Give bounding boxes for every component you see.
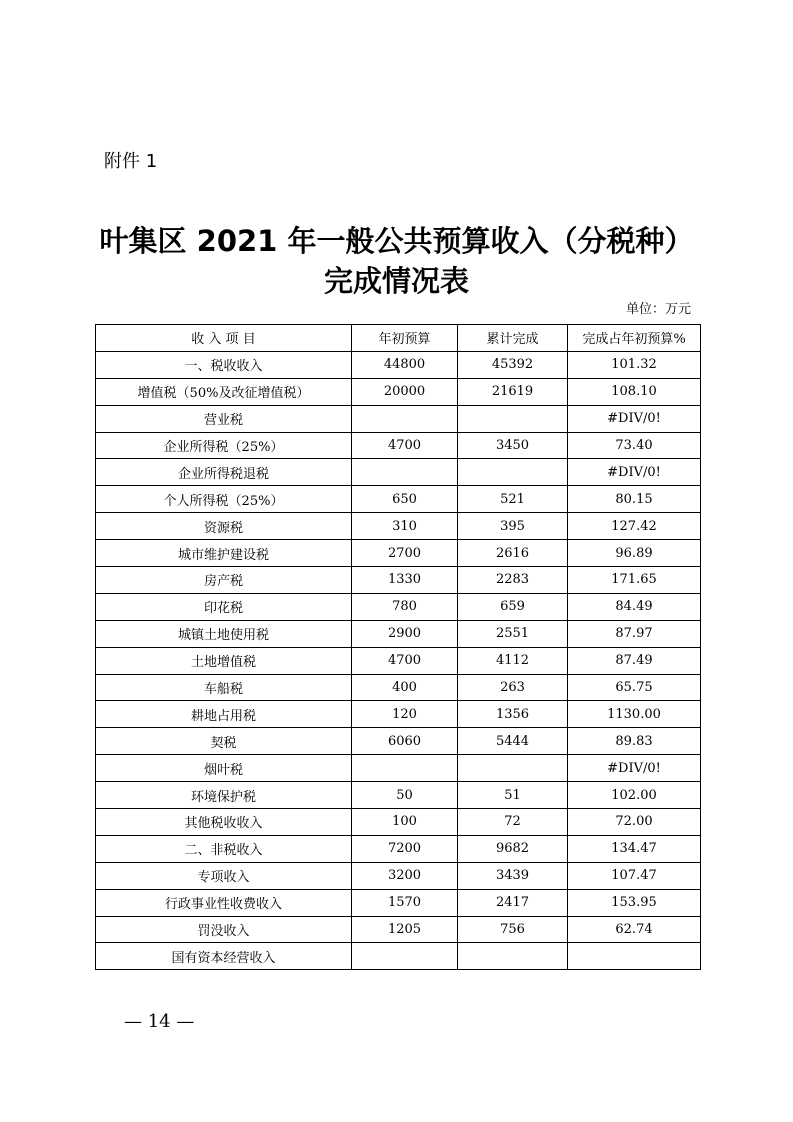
cell-initial-budget: 400 [352,674,458,701]
cell-completion-percent: 65.75 [568,674,701,701]
cell-completion-percent: 107.47 [568,862,701,889]
cell-cumulative-completed: 3439 [458,862,568,889]
document-title-line-2: 完成情况表 [323,264,469,298]
cell-item: 罚没收入 [96,916,352,943]
cell-item: 印花税 [96,593,352,620]
cell-initial-budget: 2900 [352,620,458,647]
table-row [96,916,701,943]
table-row [96,567,701,594]
cell-completion-percent: 153.95 [568,889,701,916]
cell-initial-budget: 7200 [352,835,458,862]
cell-item: 营业税 [96,405,352,432]
header-item: 收 入 项 目 [96,325,352,352]
cell-cumulative-completed: 395 [458,513,568,540]
table-row [96,809,701,836]
cell-item: 国有资本经营收入 [96,943,352,970]
table-row [96,378,701,405]
cell-completion-percent: 87.49 [568,647,701,674]
table-row [96,351,701,378]
table-row [96,943,701,970]
table-row [96,540,701,567]
cell-initial-budget: 780 [352,593,458,620]
cell-completion-percent: 87.97 [568,620,701,647]
cell-initial-budget: 120 [352,701,458,728]
cell-item: 行政事业性收费收入 [96,889,352,916]
cell-completion-percent: 127.42 [568,513,701,540]
cell-completion-percent: 84.49 [568,593,701,620]
table-row [96,459,701,486]
cell-cumulative-completed [458,459,568,486]
cell-item: 土地增值税 [96,647,352,674]
cell-initial-budget [352,405,458,432]
cell-completion-percent: 171.65 [568,567,701,594]
table-row [96,728,701,755]
unit-label: 单位：万元 [625,302,691,317]
cell-item: 专项收入 [96,862,352,889]
cell-completion-percent [568,943,701,970]
cell-initial-budget: 310 [352,513,458,540]
cell-initial-budget: 1330 [352,567,458,594]
table-row [96,755,701,782]
cell-completion-percent: 80.15 [568,486,701,513]
cell-completion-percent: 134.47 [568,835,701,862]
cell-item: 车船税 [96,674,352,701]
cell-initial-budget: 3200 [352,862,458,889]
cell-completion-percent: #DIV/0! [568,405,701,432]
header-cumulative-completed: 累计完成 [458,325,568,352]
cell-completion-percent: 1130.00 [568,701,701,728]
cell-item: 个人所得税（25%） [96,486,352,513]
cell-initial-budget: 50 [352,782,458,809]
cell-completion-percent: 96.89 [568,540,701,567]
cell-completion-percent: 72.00 [568,809,701,836]
cell-completion-percent: 73.40 [568,432,701,459]
cell-cumulative-completed: 5444 [458,728,568,755]
document-title-line-1: 叶集区 2021 年一般公共预算收入（分税种） [99,224,694,258]
cell-completion-percent: 101.32 [568,351,701,378]
cell-initial-budget [352,755,458,782]
table-row [96,862,701,889]
table-row [96,889,701,916]
attachment-label: 附件 1 [104,151,158,172]
table-row [96,701,701,728]
cell-item: 其他税收收入 [96,809,352,836]
table-row [96,782,701,809]
cell-cumulative-completed: 2616 [458,540,568,567]
cell-cumulative-completed: 659 [458,593,568,620]
table-row [96,835,701,862]
cell-cumulative-completed: 756 [458,916,568,943]
table-row [96,513,701,540]
cell-item: 房产税 [96,567,352,594]
table-row [96,405,701,432]
cell-completion-percent: #DIV/0! [568,459,701,486]
cell-item: 企业所得税（25%） [96,432,352,459]
cell-initial-budget [352,459,458,486]
page-number: — 14 — [124,1011,195,1032]
cell-item: 契税 [96,728,352,755]
cell-completion-percent: 62.74 [568,916,701,943]
cell-initial-budget: 2700 [352,540,458,567]
header-completion-percent: 完成占年初预算% [568,325,701,352]
cell-initial-budget: 44800 [352,351,458,378]
cell-cumulative-completed: 2283 [458,567,568,594]
cell-cumulative-completed: 2417 [458,889,568,916]
cell-initial-budget: 4700 [352,647,458,674]
cell-item: 烟叶税 [96,755,352,782]
table-row [96,647,701,674]
header-initial-budget: 年初预算 [352,325,458,352]
cell-cumulative-completed: 4112 [458,647,568,674]
cell-item: 耕地占用税 [96,701,352,728]
cell-cumulative-completed: 51 [458,782,568,809]
cell-cumulative-completed: 45392 [458,351,568,378]
cell-item: 企业所得税退税 [96,459,352,486]
cell-initial-budget: 1570 [352,889,458,916]
cell-initial-budget: 6060 [352,728,458,755]
cell-completion-percent: 89.83 [568,728,701,755]
cell-cumulative-completed [458,405,568,432]
cell-cumulative-completed: 1356 [458,701,568,728]
cell-completion-percent: #DIV/0! [568,755,701,782]
cell-item: 增值税（50%及改征增值税） [96,378,352,405]
cell-initial-budget: 4700 [352,432,458,459]
cell-cumulative-completed: 72 [458,809,568,836]
table-row [96,486,701,513]
cell-initial-budget: 650 [352,486,458,513]
cell-completion-percent: 102.00 [568,782,701,809]
cell-initial-budget: 1205 [352,916,458,943]
cell-cumulative-completed: 21619 [458,378,568,405]
cell-item: 城镇土地使用税 [96,620,352,647]
cell-cumulative-completed: 9682 [458,835,568,862]
cell-item: 环境保护税 [96,782,352,809]
cell-cumulative-completed: 521 [458,486,568,513]
table-row [96,432,701,459]
cell-item: 资源税 [96,513,352,540]
cell-cumulative-completed [458,943,568,970]
table-header-row [96,325,701,352]
table-row [96,593,701,620]
cell-item: 一、税收收入 [96,351,352,378]
cell-cumulative-completed [458,755,568,782]
cell-cumulative-completed: 263 [458,674,568,701]
table-body [96,351,701,969]
cell-item: 城市维护建设税 [96,540,352,567]
cell-cumulative-completed: 3450 [458,432,568,459]
cell-initial-budget [352,943,458,970]
cell-item: 二、非税收入 [96,835,352,862]
table-row [96,674,701,701]
cell-completion-percent: 108.10 [568,378,701,405]
table-row [96,620,701,647]
budget-revenue-table [95,324,701,970]
cell-initial-budget: 100 [352,809,458,836]
cell-cumulative-completed: 2551 [458,620,568,647]
cell-initial-budget: 20000 [352,378,458,405]
